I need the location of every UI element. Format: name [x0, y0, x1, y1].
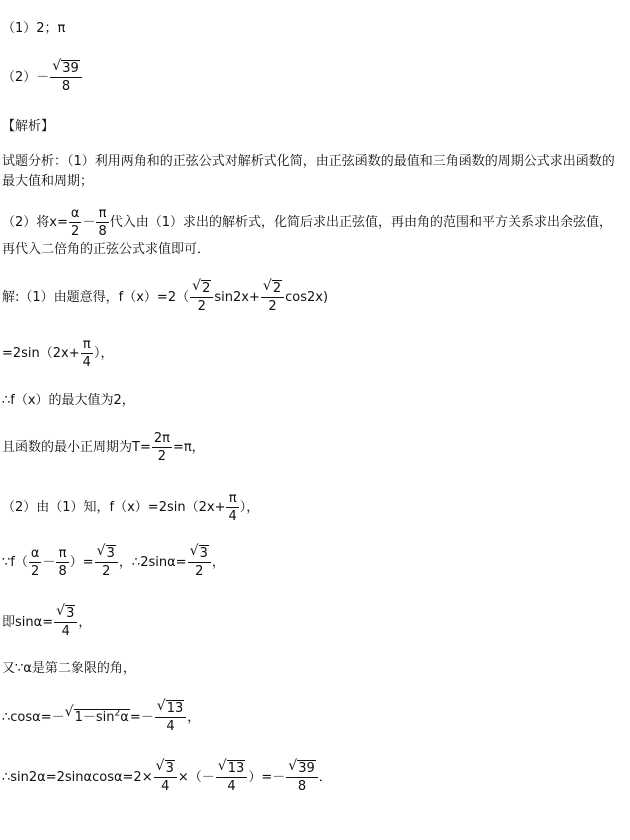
- solution-line-1: [2, 280, 328, 315]
- s2-den: 4: [82, 355, 91, 370]
- s4-fraction: [152, 430, 172, 465]
- solution-line-2: [2, 336, 113, 371]
- solution-line-5: [2, 490, 259, 525]
- s1-fraction-1: √ 2 2: [190, 280, 213, 315]
- s6-den-1: 2: [31, 564, 40, 579]
- s6-fraction-1: [29, 545, 42, 580]
- solution-line-7: [2, 605, 91, 640]
- answer-2-radicand: 39: [62, 61, 79, 76]
- answer-2: [2, 60, 83, 95]
- s1-fraction-2: √ 2 2: [261, 280, 284, 315]
- s6-den-3: 2: [102, 564, 111, 579]
- s9-eq: =－: [129, 710, 154, 725]
- s10-radicand-1: 3: [165, 761, 174, 776]
- p2-lead: （2）将x=: [2, 215, 68, 230]
- s10-fraction-3: √ 39 8: [286, 760, 318, 795]
- s6-lead: ∵f（: [2, 555, 28, 570]
- p2-minus: －: [82, 215, 96, 230]
- p2-rest: 代入由（1）求出的解析式，化简后求出正弦值，再由角的范围和平方关系求出余弦值，再代入二倍角的正弦公式求值即可．: [2, 215, 613, 257]
- s7-lead: 即sinα=: [2, 615, 54, 630]
- s7-end: ，: [78, 615, 92, 630]
- analysis-heading: 【解析】: [2, 119, 55, 134]
- s1-radicand-1: 2: [202, 281, 211, 296]
- s6-num-1: α: [30, 546, 40, 561]
- s1-mid: sin2x+: [214, 290, 260, 305]
- s4-lead: 且函数的最小正周期为T=: [2, 440, 151, 455]
- p2-frac1-den: 2: [71, 224, 80, 239]
- analysis-paragraph-2: [2, 205, 622, 260]
- s9-exponent: 2: [114, 708, 121, 719]
- s6-radicand-2: 3: [199, 546, 208, 561]
- s6-fraction-4: √ 3 2: [188, 545, 211, 580]
- s10-fraction-2: √ 13 4: [216, 760, 248, 795]
- s10-radicand-3: 39: [298, 761, 315, 776]
- s7-fraction: √ 3 4: [54, 605, 77, 640]
- s1-lead: 解:（1）由题意得，f（x）=2（: [2, 290, 190, 305]
- p2-fraction-2: [96, 205, 108, 240]
- s9-end: ，: [187, 710, 201, 725]
- s1-denominator-1: 2: [197, 299, 206, 314]
- solution-line-9: [2, 700, 200, 735]
- s5-lead: （2）由（1）知，f（x）=2sin（2x+: [2, 500, 226, 515]
- s9-fraction: √ 13 4: [155, 700, 187, 735]
- solution-line-10: [2, 760, 332, 795]
- s10-radicand-2: 13: [227, 761, 245, 776]
- s5-num: π: [226, 490, 238, 508]
- s10-end: ．: [318, 770, 332, 785]
- s6-eq: ）=: [69, 555, 94, 570]
- solution-line-4: [2, 430, 205, 465]
- s1-end: cos2x): [285, 290, 329, 305]
- s7-radicand: 3: [66, 606, 75, 621]
- s6-den-2: 8: [58, 564, 67, 579]
- s10-den-1: 4: [161, 779, 170, 794]
- answer-2-label: （2）－: [2, 70, 50, 85]
- s2-end: ），: [93, 346, 114, 361]
- s2-num: π: [81, 336, 93, 354]
- answer-2-fraction: √ 39 8: [50, 60, 82, 95]
- s10-mid: ×（－: [177, 770, 215, 785]
- s2-lead: =2sin（2x+: [2, 346, 80, 361]
- s9-fraction-radicand: 13: [166, 701, 184, 716]
- s6-end: ，: [211, 555, 225, 570]
- solution-line-6: [2, 545, 225, 580]
- answer-1: [2, 20, 65, 38]
- s6-den-4: 2: [195, 564, 204, 579]
- s6-fraction-2: [56, 545, 68, 580]
- s5-fraction: [226, 490, 238, 525]
- s9-radicand-2: α: [120, 710, 129, 725]
- p2-frac1-num: α: [70, 206, 80, 221]
- p2-fraction-1: [69, 205, 82, 240]
- p2-frac2-den: 8: [98, 224, 107, 239]
- s1-radicand-2: 2: [272, 281, 282, 296]
- s6-fraction-3: √ 3 2: [95, 545, 118, 580]
- answer-2-denominator: 8: [61, 79, 71, 94]
- s10-den-3: 8: [297, 779, 307, 794]
- s6-radicand-1: 3: [106, 546, 115, 561]
- s4-den: 2: [157, 449, 167, 464]
- s6-num-2: π: [56, 545, 68, 563]
- s4-end: =π，: [172, 440, 205, 455]
- s10-eq: ）=－: [248, 770, 286, 785]
- s9-root: √ $1-\sin^2\alpha$: [64, 703, 129, 725]
- s9-radicand: 1－sin: [74, 710, 115, 725]
- answer-1-text: （1）2；π: [2, 21, 66, 36]
- solution-line-8: 又∵α是第二象限的角，: [2, 661, 136, 676]
- s5-den: 4: [228, 509, 237, 524]
- s6-minus: －: [42, 555, 56, 570]
- s9-den: 4: [166, 719, 175, 734]
- s5-end: ），: [239, 500, 260, 515]
- s10-fraction-1: √ 3 4: [154, 760, 177, 795]
- s2-fraction: [81, 336, 93, 371]
- s7-den: 4: [61, 624, 70, 639]
- s4-num: 2π: [153, 431, 170, 446]
- s9-lead: ∴cosα=－: [2, 710, 65, 725]
- solution-line-3: ∴f（x）的最大值为2，: [2, 393, 135, 408]
- s10-den-2: 4: [227, 779, 236, 794]
- p2-frac2-num: π: [96, 205, 108, 223]
- s6-mid: ，∴2sinα=: [118, 555, 187, 570]
- analysis-paragraph-1: 试题分析：（1）利用两角和的正弦公式对解析式化简，由正弦函数的最值和三角函数的周期公式求出函数的最大值和周期；: [2, 154, 615, 189]
- s10-lead: ∴sin2α=2sinαcosα=2×: [2, 770, 153, 785]
- s1-denominator-2: 2: [268, 299, 277, 314]
